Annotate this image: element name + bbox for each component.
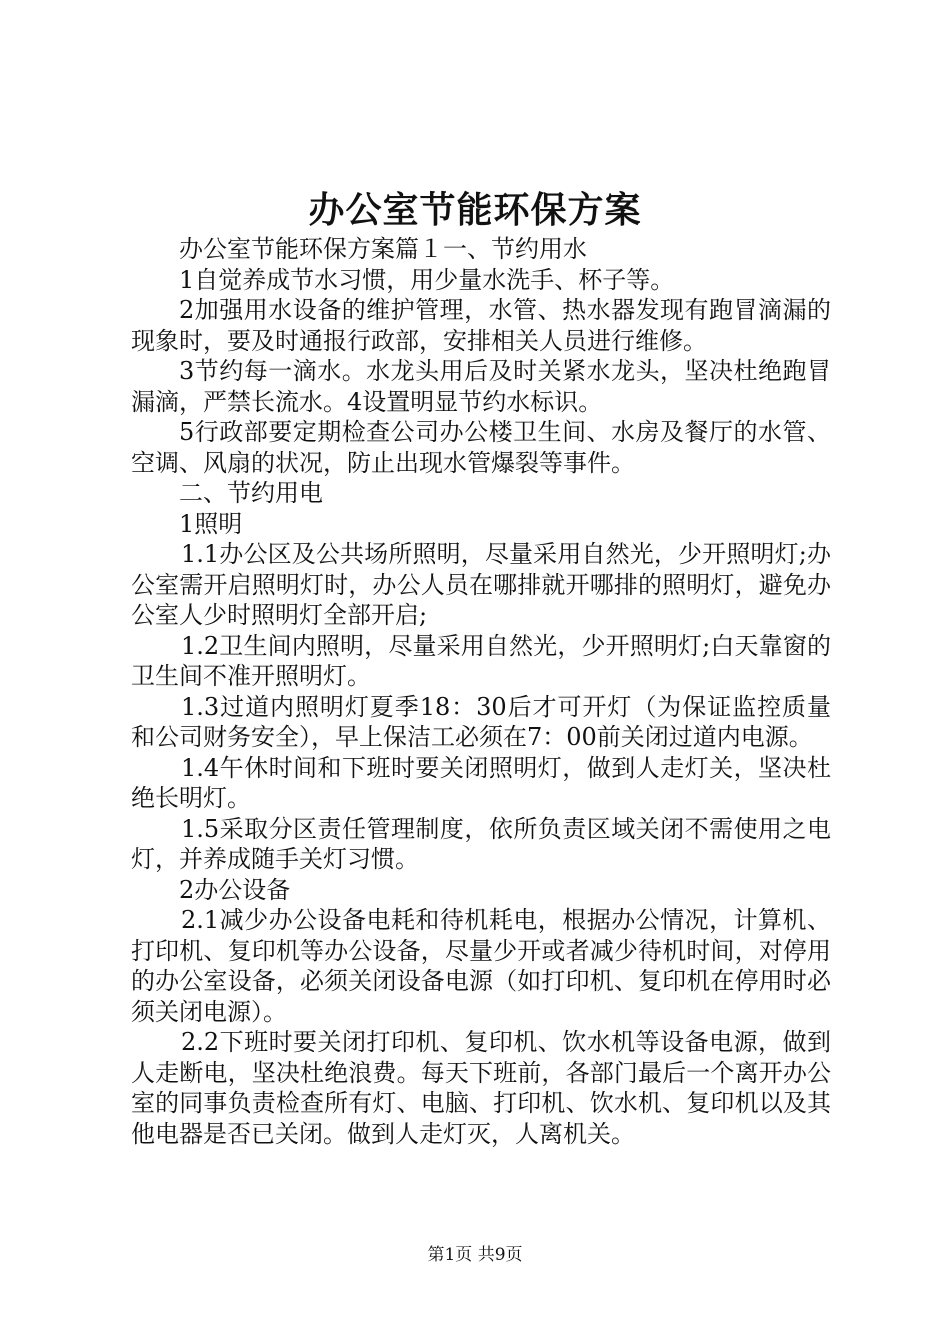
document-title: 办公室节能环保方案: [308, 189, 642, 231]
paragraph-equipment-2-1: 2.1减少办公设备电耗和待机耗电，根据办公情况，计算机、打印机、复印机等办公设备，尽量少开或者减少待机时间，对停用的办公室设备，必须关闭设备电源（如打印机、复印机在停用时必须关闭电源）。: [131, 906, 831, 1026]
paragraph-water-2: 2加强用水设备的维护管理，水管、热水器发现有跑冒滴漏的现象时，要及时通报行政部，安排相关人员进行维修。: [131, 296, 831, 355]
paragraph-lighting-1-2: 1.2卫生间内照明，尽量采用自然光，少开照明灯;白天靠窗的卫生间不准开照明灯。: [131, 631, 831, 690]
paragraph-water-1: 1自觉养成节水习惯，用少量水洗手、杯子等。: [179, 265, 675, 294]
paragraph-section-electricity: 二、节约用电: [179, 479, 323, 507]
paragraph-section-water: 办公室节能环保方案篇１一、节约用水: [179, 235, 587, 263]
paragraph-lighting-heading: 1照明: [179, 509, 243, 538]
document-body: [131, 234, 831, 1149]
paragraph-equipment-heading: 2办公设备: [179, 875, 291, 904]
paragraph-lighting-1-3: 1.3过道内照明灯夏季18：30后才可开灯（为保证监控质量和公司财务安全），早上保洁工必须在7：00前关闭过道内电源。: [131, 692, 831, 751]
paragraph-lighting-1-5: 1.5采取分区责任管理制度，依所负责区域关闭不需使用之电灯，并养成随手关灯习惯。: [131, 814, 831, 873]
paragraph-lighting-1-1: 1.1办公区及公共场所照明，尽量采用自然光，少开照明灯;办公室需开启照明灯时，办公人员在哪排就开哪排的照明灯，避免办公室人少时照明灯全部开启;: [131, 540, 831, 629]
paragraph-water-5: 5行政部要定期检查公司办公楼卫生间、水房及餐厅的水管、空调、风扇的状况，防止出现水管爆裂等事件。: [131, 418, 831, 477]
paragraph-equipment-2-2: 2.2下班时要关闭打印机、复印机、饮水机等设备电源，做到人走断电，坚决杜绝浪费。每天下班前，各部门最后一个离开办公室的同事负责检查所有灯、电脑、打印机、饮水机、复印机以及其他电器是否已关闭。做到人走灯灭，人离机关。: [131, 1028, 831, 1148]
paragraph-lighting-1-4: 1.4午休时间和下班时要关闭照明灯，做到人走灯关，坚决杜绝长明灯。: [131, 753, 831, 812]
page-footer: 第1页 共9页: [427, 1245, 523, 1265]
paragraph-water-3: 3节约每一滴水。水龙头用后及时关紧水龙头，坚决杜绝跑冒漏滴，严禁长流水。4设置明显节约水标识。: [131, 357, 831, 416]
